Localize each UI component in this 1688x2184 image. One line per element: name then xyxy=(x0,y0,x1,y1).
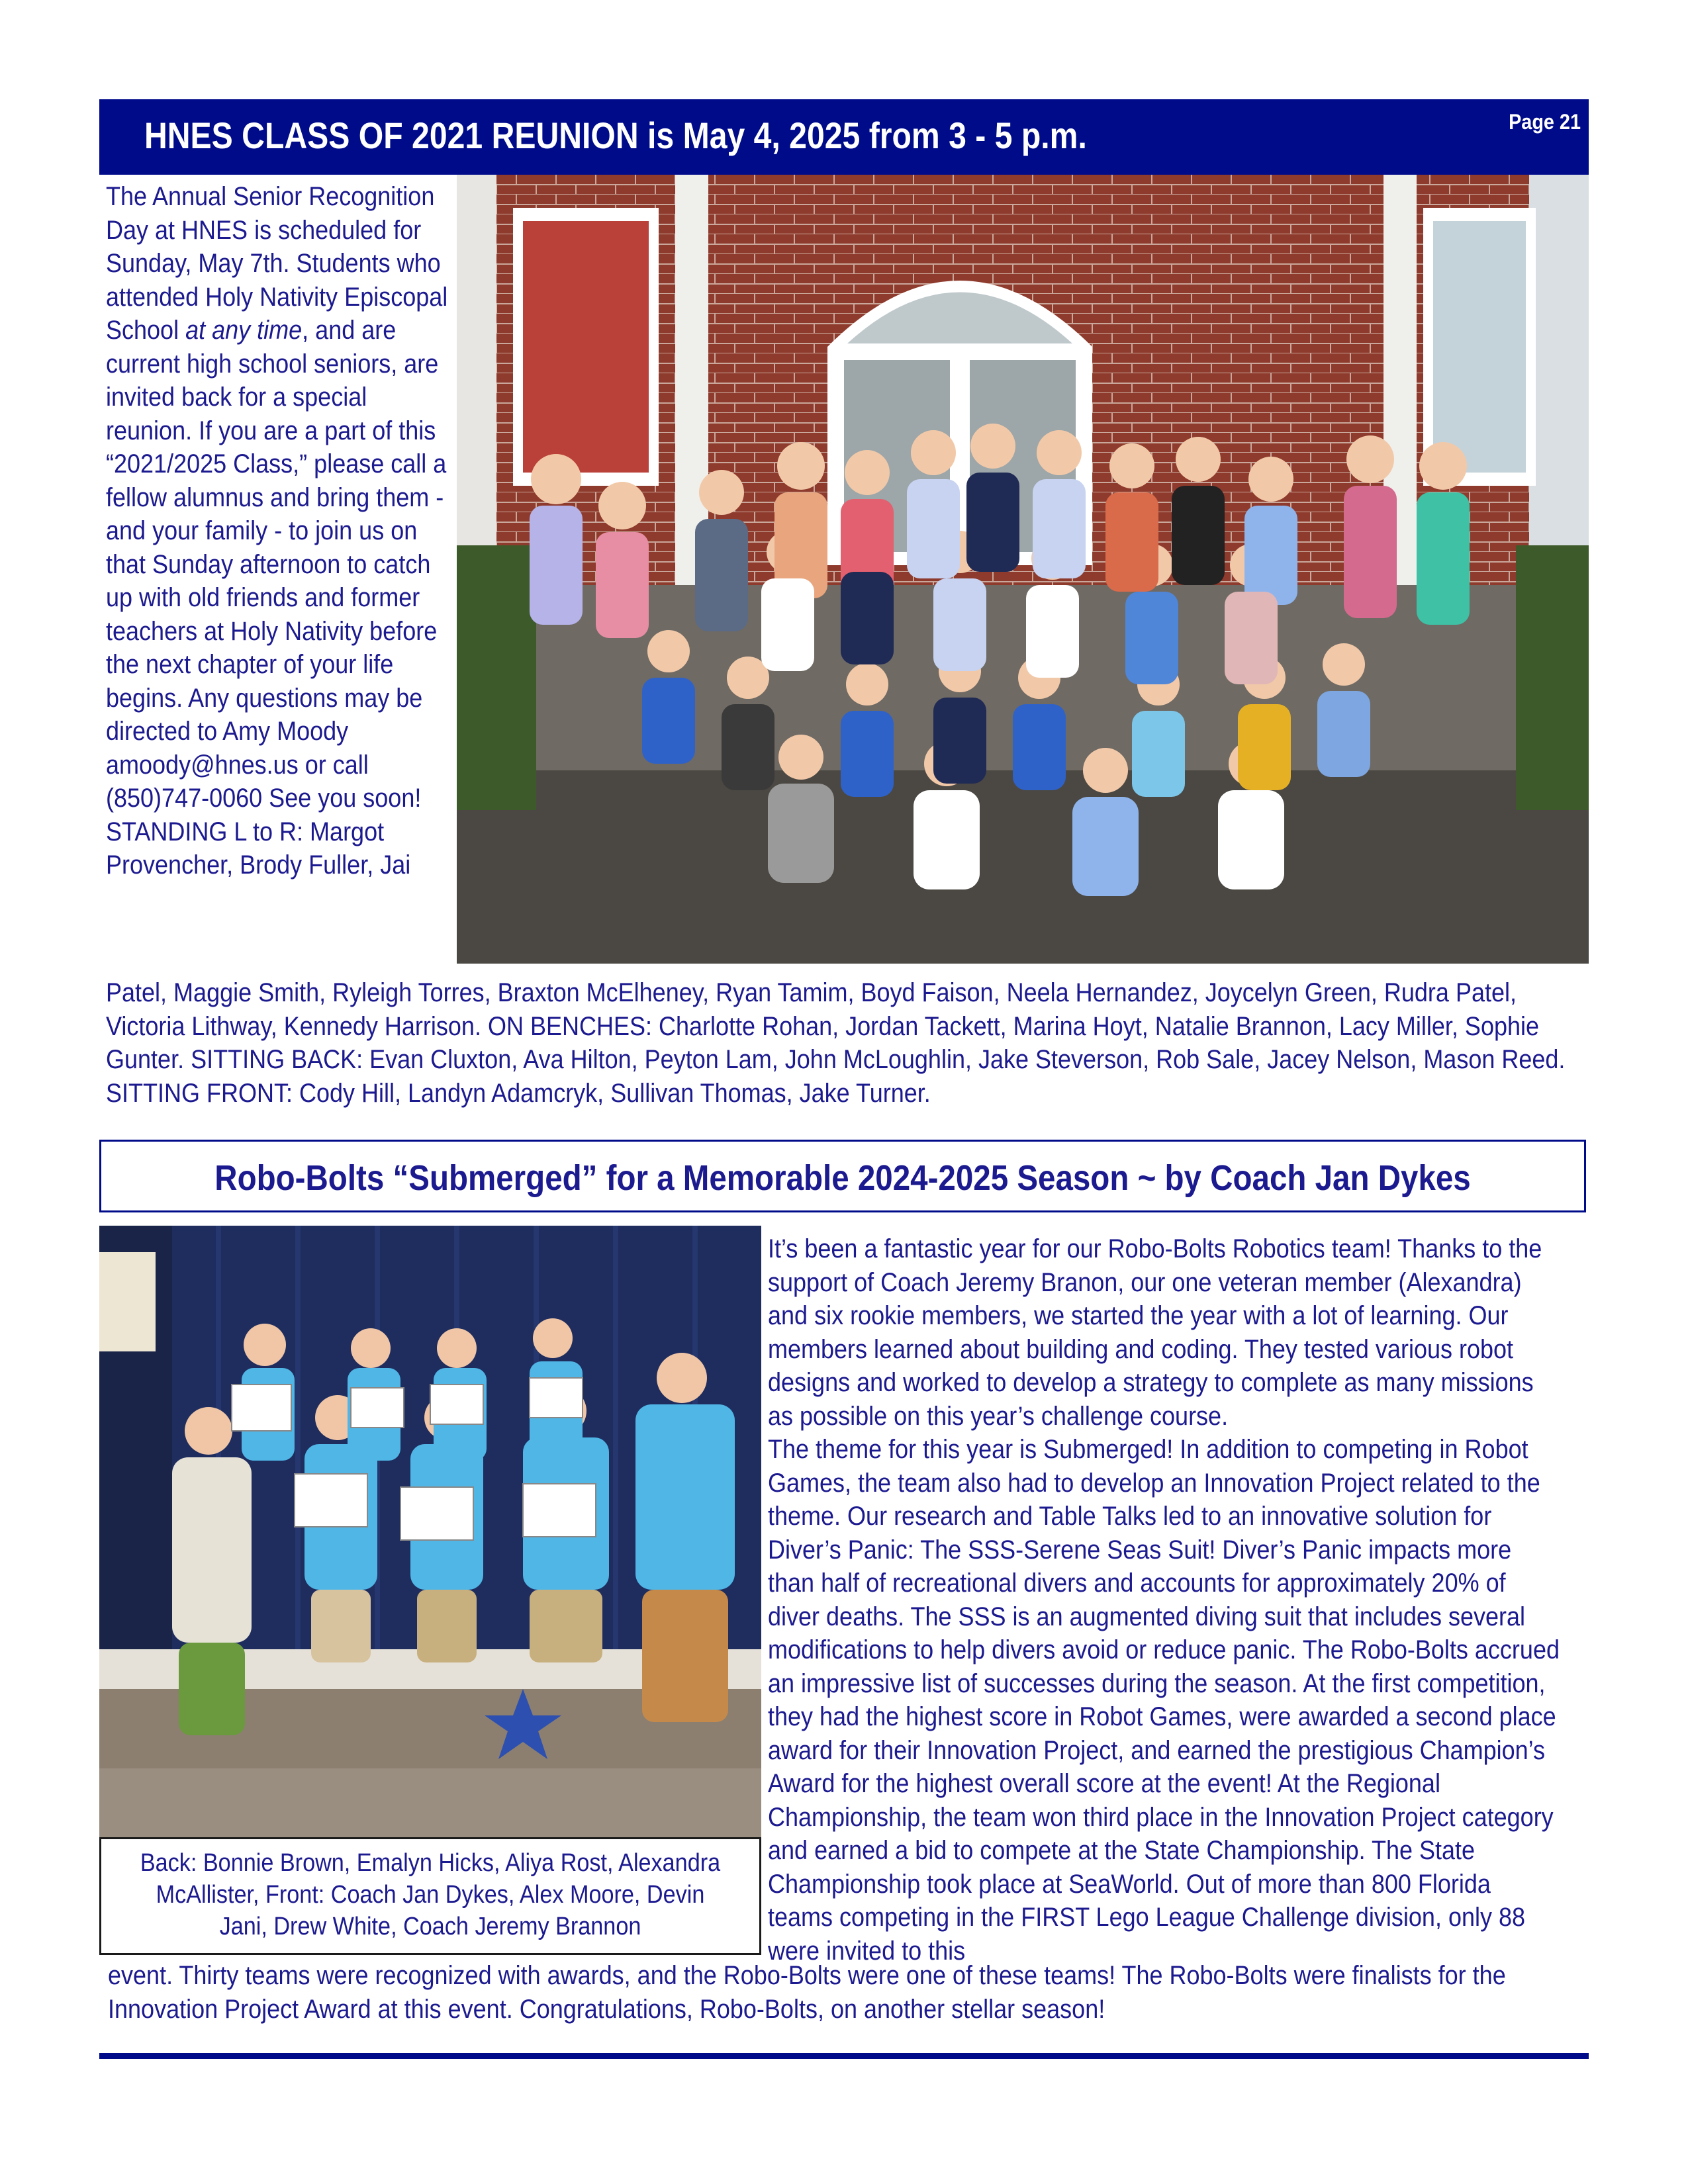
reunion-text-part2: , and are current high school seniors, are invited back for a special reunion. If you are a part of this “2021/2025 Class,” please call a fellow alumnus and bring them - and your family - to join us on that Sunday afternoon to catch up with old friends and former teachers at Holy Nativity before the next chapter of your life begins. Any questions may be directed to Amy Moody amoody@hnes.us or call (850)747-0060 See you soon! STANDING L to R: Margot Provencher, Brody Fuller, Jai xyxy=(106,316,447,880)
robo-article-tail: event. Thirty teams were recognized with awards, and the Robo-Bolts were one of these teams! The Robo-Bolts were finalists for the Innovation Project Award at this event. Congratulations, Robo-Bolts, on another stellar season! xyxy=(108,1961,1506,2024)
class-reunion-photo xyxy=(457,175,1589,964)
page-number: Page 21 xyxy=(1509,110,1581,134)
robo-photo-illustration xyxy=(99,1226,761,1838)
reunion-announcement xyxy=(106,180,457,882)
robo-bolts-title-box xyxy=(99,1140,1586,1212)
robo-article-paragraph-1: It’s been a fantastic year for our Robo-Bolts Robotics team! Thanks to the support of Coach Jeremy Branon, our one veteran member (Alexandra) and six rookie members, we started the year with a lot of learning. Our members learned about building and coding. They tested various robot designs and worked to develop a strategy to complete as many missions as possible on this year’s challenge course. xyxy=(768,1234,1542,1431)
reunion-headline: HNES CLASS OF 2021 REUNION is May 4, 2025 from 3 - 5 p.m. xyxy=(144,114,1087,156)
robo-bolts-team-photo xyxy=(99,1226,761,1838)
reunion-text-part1: The Annual Senior Recognition Day at HNES is scheduled for Sunday, May 7th. Students who attended Holy Nativity Episcopal School xyxy=(106,182,448,345)
robo-bolts-title: Robo-Bolts “Submerged” for a Memorable 2024-2025 Season ~ by Coach Jan Dykes xyxy=(214,1158,1471,1198)
robo-photo-caption: Back: Bonnie Brown, Emalyn Hicks, Aliya Rost, Alexandra McAllister, Front: Coach Jan Dykes, Alex Moore, Devin Jani, Drew White, Coach Jeremy Brannon xyxy=(140,1849,721,1940)
reunion-header-bar xyxy=(99,99,1589,175)
class-photo-illustration xyxy=(457,175,1589,964)
bottom-divider xyxy=(99,2053,1589,2059)
reunion-text-emphasis: at any time xyxy=(185,316,303,345)
robo-photo-caption-box xyxy=(99,1837,761,1955)
robo-article-paragraph-2: The theme for this year is Submerged! In addition to competing in Robot Games, the team also had to develop an Innovation Project related to the theme. Our research and Table Talks led to an innovative solution for Diver’s Panic: The SSS-Serene Seas Suit! Diver’s Panic impacts more than half of recreational divers and accounts for approximately 20% of diver deaths. The SSS is an augmented diving suit that includes several modifications to help divers avoid or reduce panic. The Robo-Bolts accrued an impressive list of successes during the season. At the first competition, they had the highest score in Robot Games, were awarded a second place award for their Innovation Project, and earned the prestigious Champion’s Award for the highest overall score at the event! At the Regional Championship, the team won third place in the Innovation Project category and earned a bid to compete at the State Championship. The State Championship took place at SeaWorld. Out of more than 800 Florida teams competing in the FIRST Lego League Challenge division, only 88 were invited to this xyxy=(768,1435,1560,1966)
reunion-names-list: Patel, Maggie Smith, Ryleigh Torres, Braxton McElheney, Ryan Tamim, Boyd Faison, Neela Hernandez, Joycelyn Green, Rudra Patel, Victoria Lithway, Kennedy Harrison. ON BENCHES: Charlotte Rohan, Jordan Tackett, Marina Hoyt, Natalie Brannon, Lacy Miller, Sophie Gunter. SITTING BACK: Evan Cluxton, Ava Hilton, Peyton Lam, John McLoughlin, Jake Steverson, Rob Sale, Jacey Nelson, Mason Reed. SITTING FRONT: Cody Hill, Landyn Adamcryk, Sullivan Thomas, Jake Turner. xyxy=(106,978,1566,1108)
robo-bolts-article xyxy=(768,1232,1560,1968)
